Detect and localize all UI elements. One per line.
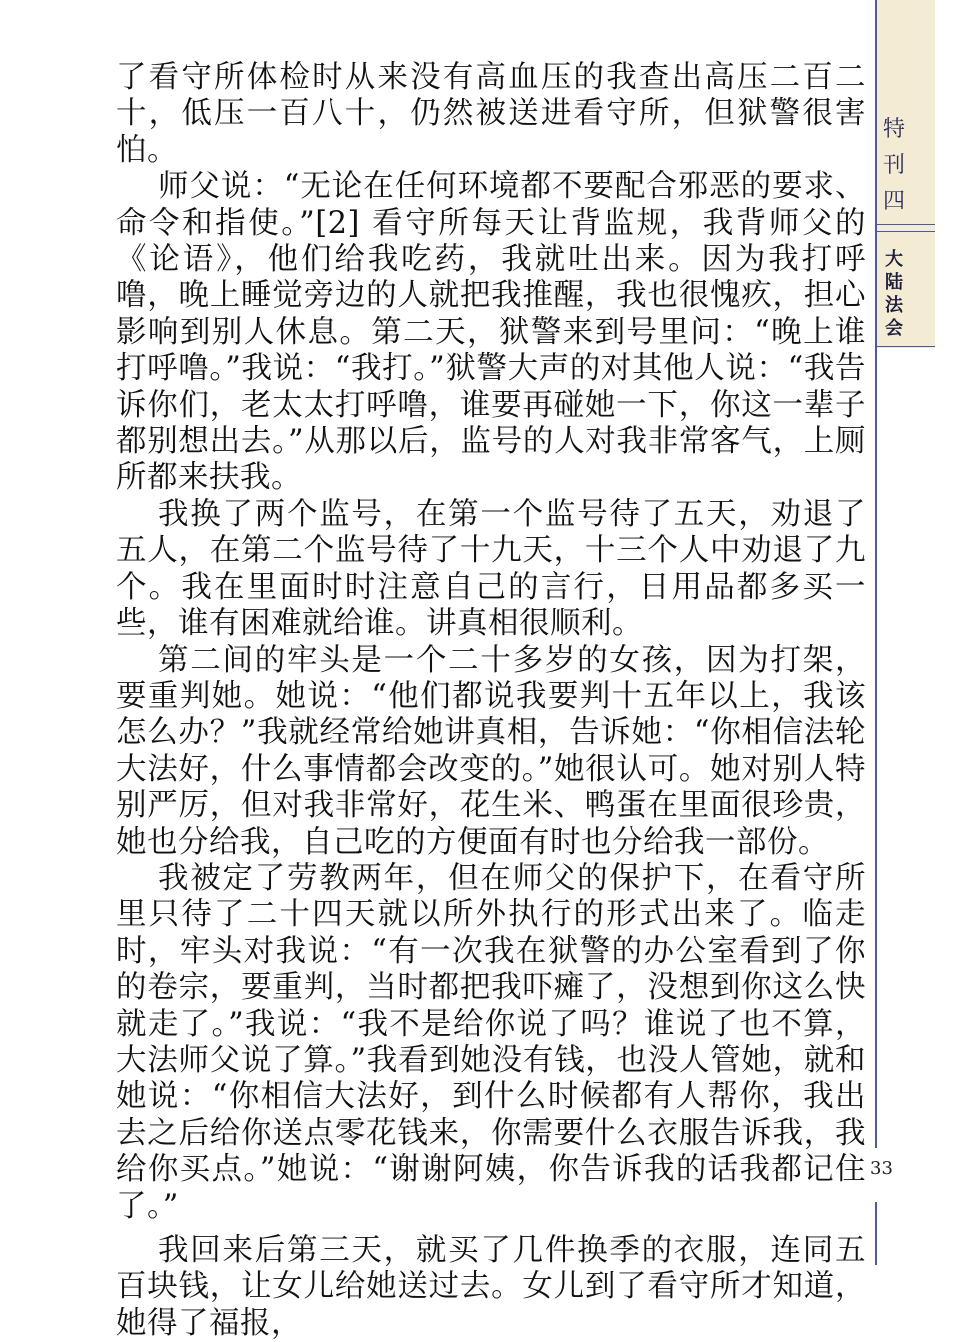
sidebar-separator: [877, 231, 935, 232]
paragraph-continued: 了看守所体检时从来没有高血压的我查出高压二百二十，低压一百八十，仍然被送进看守所，但狱警很害怕。: [116, 60, 866, 168]
paragraph-cell-head: 第二间的牢头是一个二十多岁的女孩，因为打架，要重判她。她说：“他们都说我要判十五年以上，我该怎么办？”我就经常给她讲真相，告诉她：“你相信法轮大法好，什么事情都会改变的。”她很认可。她对别人特别严厉，但对我非常好，花生米、鸭蛋在里面很珍贵，她也分给我，自己吃的方便面有时也分给我一部份。: [116, 642, 866, 860]
sidebar-separator: [877, 346, 935, 347]
article-body: [116, 60, 866, 1342]
issue-label: 特刊四: [882, 117, 905, 214]
paragraph-master-quote: 师父说：“无论在任何环境都不要配合邪恶的要求、命令和指使。”[2] 看守所每天让背监规，我背师父的《论语》，他们给我吃药，我就吐出来。因为我打呼噜，晚上睡觉旁边的人就把我推醒，我也很愧疚，担心影响到别人休息。第二天，狱警来到号里问：“晚上谁打呼噜。”我说：“我打。”狱警大声的对其他人说：“我告诉你们，老太太打呼噜，谁要再碰她一下，你这一辈子都别想出去。”从那以后，监号的人对我非常客气，上厕所都来扶我。: [116, 169, 866, 496]
paragraph-cells: 我换了两个监号，在第一个监号待了五天，劝退了五人，在第二个监号待了十九天，十三个人中劝退了九个。我在里面时时注意自己的言行，日用品都多买一些，谁有困难就给谁。讲真相很顺利。: [116, 496, 866, 642]
paragraph-release: 我被定了劳教两年，但在师父的保护下，在看守所里只待了二十四天就以所外执行的形式出来了。临走时，牢头对我说：“有一次我在狱警的办公室看到了你的卷宗，要重判，当时都把我吓瘫了，没想到你这么快就走了。”我说：“我不是给你说了吗？谁说了也不算，大法师父说了算。”我看到她没有钱，也没人管她，就和她说：“你相信大法好，到什么时候都有人帮你，我出去之后给你送点零花钱来，你需要什么衣服告诉我，我给你买点。”她说：“谢谢阿姨，你告诉我的话我都记住了。”: [116, 860, 866, 1224]
paragraph-return: 我回来后第三天，就买了几件换季的衣服，连同五百块钱，让女儿给她送过去。女儿到了看守所才知道，她得了福报，: [116, 1233, 866, 1341]
page-number: 33: [870, 1158, 893, 1179]
sidebar-separator: [877, 224, 935, 225]
column-label: 大陆法会: [885, 249, 903, 339]
